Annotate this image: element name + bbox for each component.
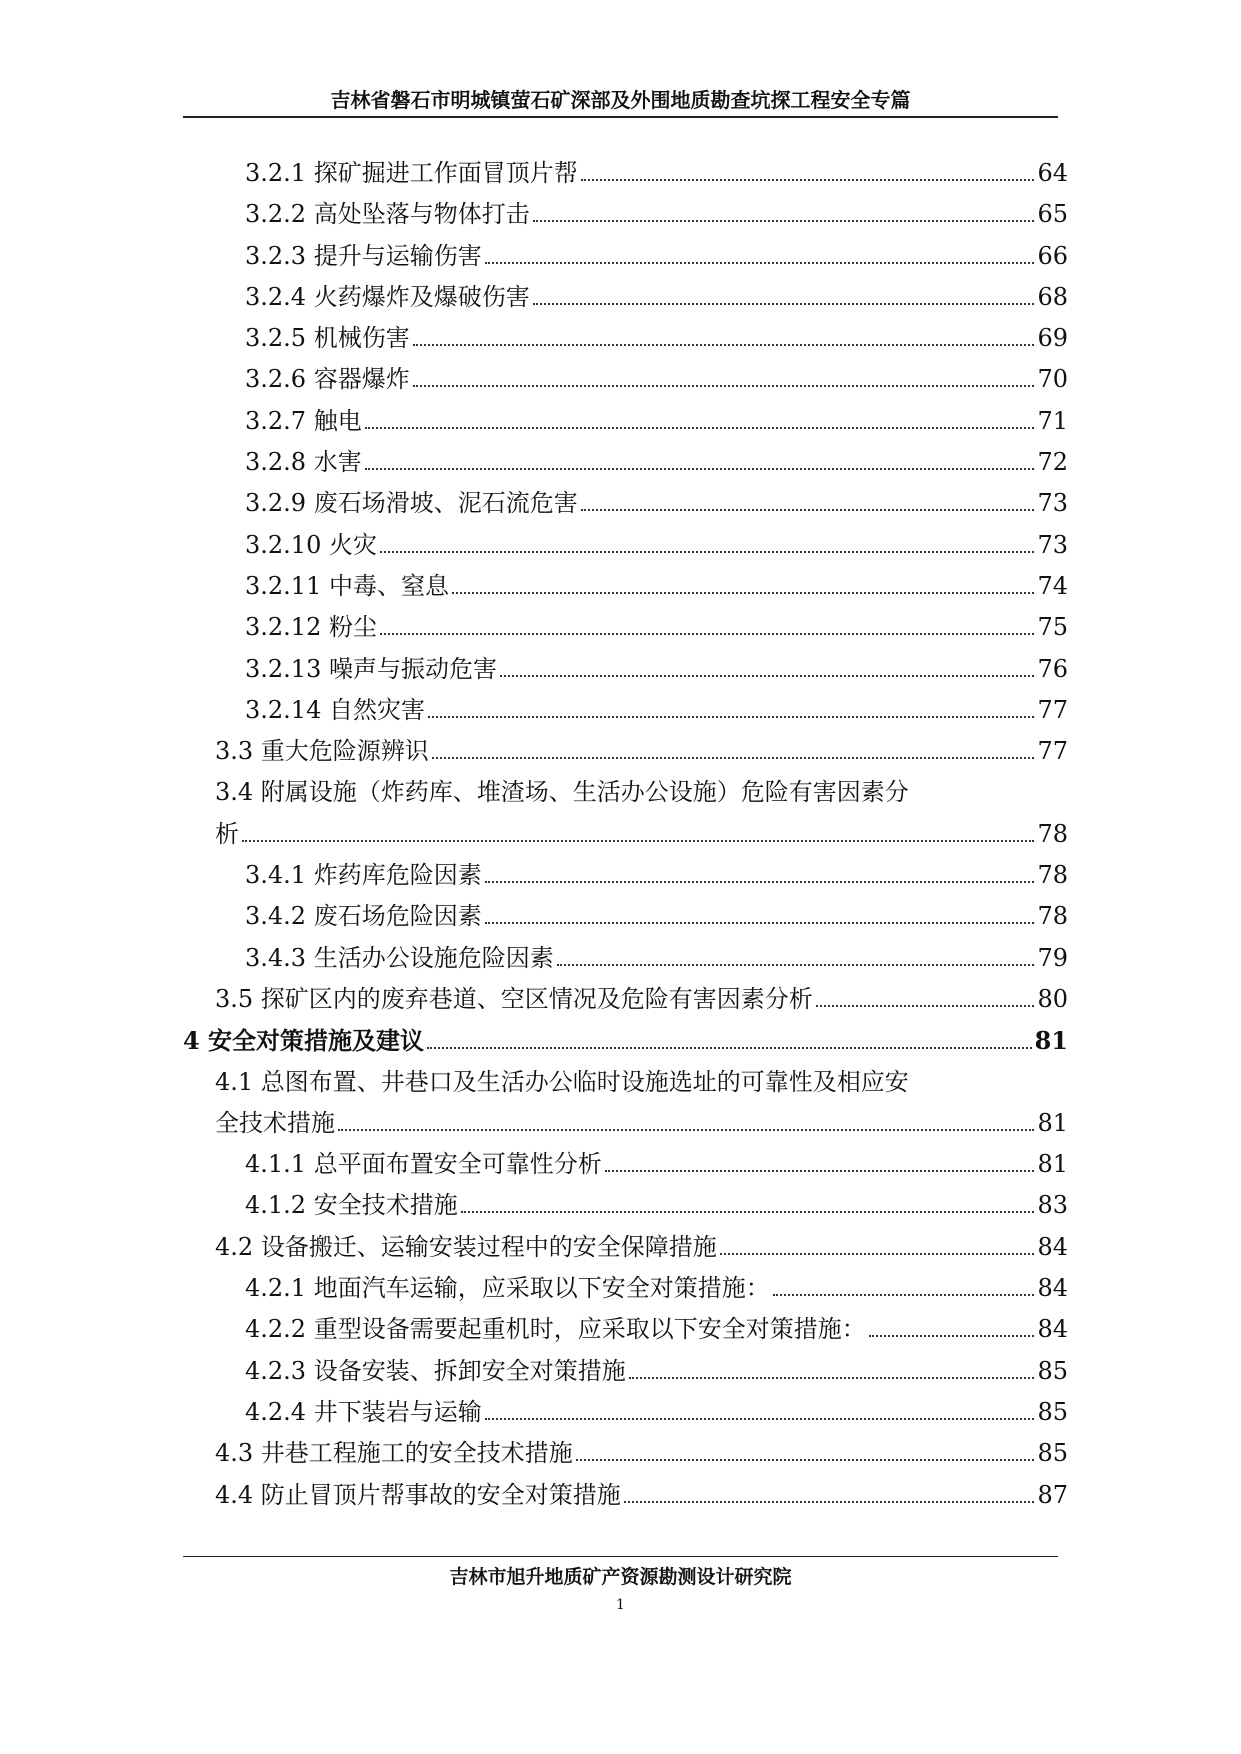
toc-entry[interactable] bbox=[183, 938, 1068, 979]
toc-entry-label: 3.4 附属设施（炸药库、堆渣场、生活办公设施）危险有害因素分 bbox=[215, 778, 909, 807]
toc-entry-label: 4.1.1 总平面布置安全可靠性分析 bbox=[245, 1150, 602, 1179]
toc-entry[interactable] bbox=[183, 1020, 1068, 1061]
toc-dot-leader bbox=[485, 881, 1035, 883]
toc-entry[interactable] bbox=[183, 1144, 1068, 1185]
toc-entry[interactable] bbox=[183, 566, 1068, 607]
toc-entry-label: 3.2.3 提升与运输伤害 bbox=[245, 241, 482, 270]
toc-entry-label: 4 安全对策措施及建议 bbox=[183, 1026, 425, 1056]
toc-entry[interactable] bbox=[183, 194, 1068, 235]
toc-entry-continuation[interactable] bbox=[183, 1103, 1068, 1144]
toc-entry-page: 84 bbox=[1037, 1274, 1068, 1303]
toc-entry-page: 84 bbox=[1037, 1232, 1068, 1261]
toc-entry-label: 3.3 重大危险源辨识 bbox=[215, 737, 429, 766]
toc-entry[interactable] bbox=[183, 153, 1068, 194]
toc-dot-leader bbox=[581, 179, 1035, 181]
toc-dot-leader bbox=[365, 427, 1035, 429]
toc-entry-page: 85 bbox=[1037, 1397, 1068, 1426]
toc-entry-page: 76 bbox=[1037, 654, 1068, 683]
toc-entry-label: 4.2.2 重型设备需要起重机时，应采取以下安全对策措施： bbox=[245, 1315, 866, 1344]
toc-dot-leader bbox=[242, 840, 1034, 842]
toc-entry-label: 4.3 井巷工程施工的安全技术措施 bbox=[215, 1439, 573, 1468]
toc-entry-label: 4.1.2 安全技术措施 bbox=[245, 1191, 458, 1220]
toc-dot-leader bbox=[413, 344, 1035, 346]
toc-entry[interactable] bbox=[183, 855, 1068, 896]
toc-entry[interactable] bbox=[183, 731, 1068, 772]
toc-dot-leader bbox=[500, 675, 1034, 677]
toc-entry[interactable] bbox=[183, 607, 1068, 648]
toc-entry[interactable] bbox=[183, 1309, 1068, 1350]
toc-entry-page: 69 bbox=[1037, 324, 1068, 353]
toc-entry[interactable] bbox=[183, 318, 1068, 359]
page-number: 1 bbox=[616, 1597, 625, 1613]
toc-entry-page: 81 bbox=[1037, 1150, 1068, 1179]
toc-entry-label: 4.1 总图布置、井巷口及生活办公临时设施选址的可靠性及相应安 bbox=[215, 1067, 909, 1096]
toc-dot-leader bbox=[533, 303, 1035, 305]
document-header-title: 吉林省磐石市明城镇萤石矿深部及外围地质勘查坑探工程安全专篇 bbox=[330, 88, 911, 112]
toc-dot-leader bbox=[427, 1047, 1032, 1049]
toc-entry-page: 65 bbox=[1037, 200, 1068, 229]
toc-entry-label: 3.2.7 触电 bbox=[245, 406, 362, 435]
toc-entry-label-continued: 全技术措施 bbox=[215, 1108, 335, 1137]
toc-entry[interactable] bbox=[183, 1392, 1068, 1433]
toc-entry-page: 75 bbox=[1037, 613, 1068, 642]
toc-entry[interactable] bbox=[183, 1227, 1068, 1268]
toc-entry-page: 68 bbox=[1037, 282, 1068, 311]
toc-dot-leader bbox=[629, 1377, 1035, 1379]
toc-entry-label: 4.2.1 地面汽车运输，应采取以下安全对策措施： bbox=[245, 1274, 770, 1303]
toc-entry-label: 3.2.14 自然灾害 bbox=[245, 695, 425, 724]
toc-entry-label: 4.2.4 井下装岩与运输 bbox=[245, 1397, 482, 1426]
toc-entry-line[interactable] bbox=[183, 1062, 1068, 1103]
toc-dot-leader bbox=[365, 468, 1035, 470]
toc-entry[interactable] bbox=[183, 1433, 1068, 1474]
toc-entry-page: 84 bbox=[1037, 1315, 1068, 1344]
toc-entry-page: 66 bbox=[1037, 241, 1068, 270]
toc-entry-page: 73 bbox=[1037, 489, 1068, 518]
toc-dot-leader bbox=[605, 1170, 1035, 1172]
toc-dot-leader bbox=[485, 922, 1035, 924]
toc-entry[interactable] bbox=[183, 1268, 1068, 1309]
toc-entry-label: 3.2.10 火灾 bbox=[245, 530, 377, 559]
toc-entry[interactable] bbox=[183, 483, 1068, 524]
header-divider bbox=[183, 116, 1058, 118]
toc-entry[interactable] bbox=[183, 236, 1068, 277]
toc-entry-page: 85 bbox=[1037, 1439, 1068, 1468]
toc-entry-page: 81 bbox=[1037, 1108, 1068, 1137]
toc-entry[interactable] bbox=[183, 359, 1068, 400]
toc-dot-leader bbox=[533, 220, 1035, 222]
toc-entry-page: 78 bbox=[1037, 902, 1068, 931]
toc-entry-label: 4.4 防止冒顶片帮事故的安全对策措施 bbox=[215, 1480, 621, 1509]
toc-dot-leader bbox=[432, 757, 1035, 759]
toc-dot-leader bbox=[720, 1253, 1035, 1255]
toc-entry-label: 3.2.11 中毒、窒息 bbox=[245, 571, 449, 600]
toc-entry[interactable] bbox=[183, 1185, 1068, 1226]
footer-divider bbox=[183, 1556, 1058, 1557]
toc-entry-label: 3.2.13 噪声与振动危害 bbox=[245, 654, 497, 683]
toc-entry-label: 3.2.4 火药爆炸及爆破伤害 bbox=[245, 282, 530, 311]
toc-entry-label: 3.2.5 机械伤害 bbox=[245, 324, 410, 353]
toc-entry-page: 77 bbox=[1037, 737, 1068, 766]
toc-entry-label: 3.2.2 高处坠落与物体打击 bbox=[245, 200, 530, 229]
toc-entry-label: 3.2.1 探矿掘进工作面冒顶片帮 bbox=[245, 159, 578, 187]
toc-entry-page: 79 bbox=[1037, 943, 1068, 972]
toc-entry-label: 4.2.3 设备安装、拆卸安全对策措施 bbox=[245, 1356, 626, 1385]
toc-dot-leader bbox=[413, 385, 1035, 387]
toc-entry-label: 3.5 探矿区内的废弃巷道、空区情况及危险有害因素分析 bbox=[215, 984, 813, 1013]
toc-dot-leader bbox=[485, 262, 1035, 264]
toc-entry[interactable] bbox=[183, 277, 1068, 318]
footer-organization: 吉林市旭升地质矿产资源勘测设计研究院 bbox=[449, 1566, 792, 1588]
toc-entry-page: 85 bbox=[1037, 1356, 1068, 1385]
toc-entry[interactable] bbox=[183, 1351, 1068, 1392]
toc-dot-leader bbox=[461, 1211, 1035, 1213]
toc-entry[interactable] bbox=[183, 649, 1068, 690]
toc-entry[interactable] bbox=[183, 442, 1068, 483]
toc-entry-label: 3.4.3 生活办公设施危险因素 bbox=[245, 943, 554, 972]
toc-entry-label-continued: 析 bbox=[215, 819, 239, 848]
toc-entry[interactable] bbox=[183, 690, 1068, 731]
toc-entry-page: 64 bbox=[1037, 159, 1068, 187]
toc-entry-page: 81 bbox=[1034, 1026, 1068, 1056]
toc-dot-leader bbox=[869, 1335, 1035, 1337]
toc-entry-label: 3.2.8 水害 bbox=[245, 448, 362, 477]
toc-entry-page: 83 bbox=[1037, 1191, 1068, 1220]
toc-entry-label: 3.2.6 容器爆炸 bbox=[245, 365, 410, 394]
toc-dot-leader bbox=[485, 1418, 1035, 1420]
toc-entry-page: 80 bbox=[1037, 984, 1068, 1013]
toc-dot-leader bbox=[624, 1501, 1035, 1503]
toc-entry-label: 3.4.1 炸药库危险因素 bbox=[245, 861, 482, 890]
toc-entry-page: 77 bbox=[1037, 695, 1068, 724]
toc-entry-page: 78 bbox=[1037, 819, 1068, 848]
toc-entry-label: 3.2.9 废石场滑坡、泥石流危害 bbox=[245, 489, 578, 518]
toc-entry-label: 3.4.2 废石场危险因素 bbox=[245, 902, 482, 931]
toc-dot-leader bbox=[380, 551, 1034, 553]
toc-entry[interactable] bbox=[183, 401, 1068, 442]
toc-entry-continuation[interactable] bbox=[183, 814, 1068, 855]
toc-dot-leader bbox=[428, 716, 1034, 718]
toc-entry-page: 74 bbox=[1037, 571, 1068, 600]
toc-entry[interactable] bbox=[183, 1475, 1068, 1516]
toc-dot-leader bbox=[816, 1005, 1035, 1007]
toc-entry-page: 73 bbox=[1037, 530, 1068, 559]
toc-entry[interactable] bbox=[183, 525, 1068, 566]
toc-entry[interactable] bbox=[183, 896, 1068, 937]
toc-dot-leader bbox=[338, 1129, 1034, 1131]
toc-dot-leader bbox=[581, 509, 1035, 511]
toc-dot-leader bbox=[773, 1294, 1035, 1296]
toc-dot-leader bbox=[557, 964, 1035, 966]
toc-entry-page: 72 bbox=[1037, 448, 1068, 477]
toc-entry-line[interactable] bbox=[183, 772, 1068, 813]
toc-dot-leader bbox=[576, 1459, 1035, 1461]
toc-entry-label: 3.2.12 粉尘 bbox=[245, 613, 377, 642]
toc-entry-label: 4.2 设备搬迁、运输安装过程中的安全保障措施 bbox=[215, 1232, 717, 1261]
toc-entry-page: 78 bbox=[1037, 861, 1068, 890]
toc-entry-page: 71 bbox=[1037, 406, 1068, 435]
toc-entry-page: 70 bbox=[1037, 365, 1068, 394]
table-of-contents bbox=[183, 153, 1068, 1516]
toc-entry[interactable] bbox=[183, 979, 1068, 1020]
toc-dot-leader bbox=[452, 592, 1034, 594]
toc-entry-page: 87 bbox=[1037, 1480, 1068, 1509]
toc-dot-leader bbox=[380, 633, 1034, 635]
